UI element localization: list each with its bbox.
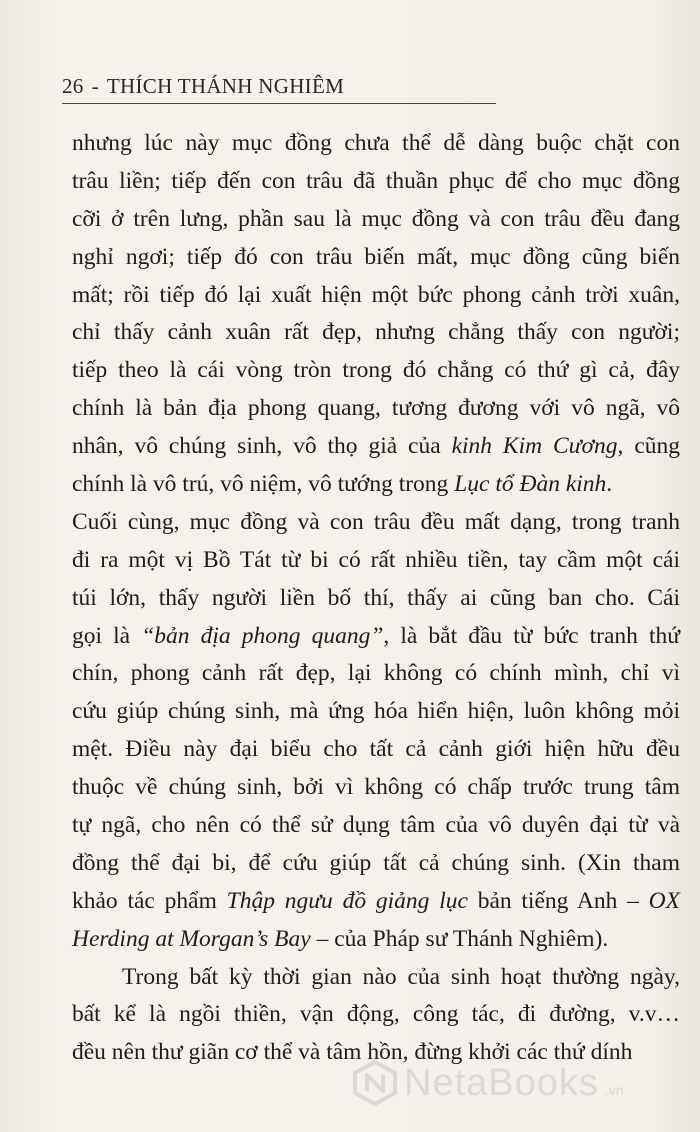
- text-line: [72, 314, 680, 352]
- text-line: [72, 618, 680, 656]
- text-segment: nhân, vô chúng sinh, vô thọ giả của: [72, 433, 452, 460]
- italic-text: Herding at Morgan’s Bay: [72, 925, 311, 952]
- text-line: [72, 807, 680, 845]
- text-line: [72, 239, 680, 277]
- text-segment: chỉ thấy cảnh xuân rất đẹp, nhưng chẳng thấy con người;: [72, 319, 680, 346]
- text-segment: , cũng: [617, 433, 681, 460]
- watermark: [352, 1060, 624, 1106]
- text-line: [72, 693, 680, 731]
- text-line: [72, 428, 680, 466]
- text-segment: gọi là: [72, 622, 142, 649]
- text-segment: đồng thể đại bi, để cứu giúp tất cả chúng sinh. (Xin tham: [72, 849, 680, 876]
- text-segment: .: [606, 471, 613, 498]
- text-line: [72, 959, 680, 997]
- netabooks-logo-icon: [352, 1060, 398, 1106]
- text-line: [72, 504, 680, 542]
- text-segment: nghỉ ngơi; tiếp đó con trâu biến mất, mục đồng cũng biến: [72, 243, 680, 270]
- text-segment: Cuối cùng, mục đồng và con trâu đều mất dạng, trong tranh: [72, 508, 680, 535]
- text-line: [72, 580, 680, 618]
- text-line: [72, 731, 680, 769]
- text-line: [72, 769, 680, 807]
- text-line: [72, 352, 680, 390]
- text-segment: nhưng lúc này mục đồng chưa thể dễ dàng buộc chặt con: [72, 130, 680, 156]
- text-segment: chín, phong cảnh rất đẹp, lại không có chính mình, chỉ vì: [72, 660, 680, 687]
- text-line: [72, 163, 680, 201]
- text-line: [72, 845, 680, 883]
- italic-text: kinh Kim Cương: [451, 433, 618, 460]
- italic-text: OX: [648, 887, 680, 914]
- text-line: [72, 542, 680, 580]
- text-segment: cứu giúp chúng sinh, mà ứng hóa hiển hiện, luôn không mỏi: [72, 698, 680, 725]
- text-segment: thuộc về chúng sinh, bởi vì không có chấp trước trung tâm: [72, 774, 680, 801]
- text-line: [72, 921, 680, 959]
- text-line: [72, 883, 680, 921]
- text-line: [72, 466, 680, 504]
- text-line: [72, 996, 680, 1034]
- text-segment: đều nên thư giãn cơ thể và tâm hồn, đừng khởi các thứ dính: [72, 1039, 633, 1066]
- text-segment: bản tiếng Anh –: [467, 887, 649, 914]
- text-segment: tiếp theo là cái vòng tròn trong đó chẳng có thứ gì cả, đây: [72, 357, 680, 384]
- text-segment: trâu liền; tiếp đến con trâu đã thuần phục để cho mục đồng: [72, 167, 680, 194]
- italic-text: “bản địa phong quang”: [141, 622, 384, 649]
- text-segment: mất; rồi tiếp đó lại xuất hiện một bức phong cảnh trời xuân,: [72, 281, 680, 308]
- watermark-suffix: .vn: [604, 1082, 624, 1098]
- text-line: [72, 277, 680, 315]
- header-separator: -: [91, 74, 99, 98]
- running-title: THÍCH THÁNH NGHIÊM: [106, 74, 345, 98]
- text-segment: chính là bản địa phong quang, tương đương với vô ngã, vô: [72, 395, 680, 422]
- text-segment: chính là vô trú, vô niệm, vô tướng trong: [72, 471, 455, 498]
- text-segment: Trong bất kỳ thời gian nào của sinh hoạt thường ngày,: [122, 963, 680, 990]
- text-line: [72, 390, 680, 428]
- watermark-text: NetaBooks: [404, 1061, 599, 1104]
- running-header: [62, 74, 344, 99]
- text-segment: cỡi ở trên lưng, phần sau là mục đồng và con trâu đều đang: [72, 205, 680, 232]
- text-line: [72, 655, 680, 693]
- text-segment: bất kể là ngồi thiền, vận động, công tác, đi đường, v.v…: [72, 1001, 680, 1028]
- text-segment: khảo tác phẩm: [72, 887, 227, 914]
- body-text: [72, 125, 680, 1072]
- italic-text: Thập ngưu đồ giảng lục: [226, 887, 468, 914]
- text-line: [72, 201, 680, 239]
- text-segment: đi ra một vị Bồ Tát từ bi có rất nhiều tiền, tay cầm một cái: [72, 546, 680, 573]
- italic-text: Lục tổ Đàn kinh: [454, 471, 607, 498]
- text-segment: tự ngã, cho nên có thể sử dụng tâm của vô duyên đại từ và: [72, 812, 680, 839]
- page-number: 26: [62, 74, 84, 98]
- text-line: [72, 125, 680, 163]
- text-segment: – của Pháp sư Thánh Nghiêm).: [310, 925, 609, 952]
- text-segment: , là bắt đầu từ bức tranh thứ: [383, 622, 680, 649]
- text-segment: túi lớn, thấy người liền bố thí, thấy ai cũng ban cho. Cái: [72, 584, 680, 611]
- text-segment: mệt. Điều này đại biểu cho tất cả cảnh giới hiện hữu đều: [72, 736, 680, 763]
- header-rule: [62, 103, 496, 104]
